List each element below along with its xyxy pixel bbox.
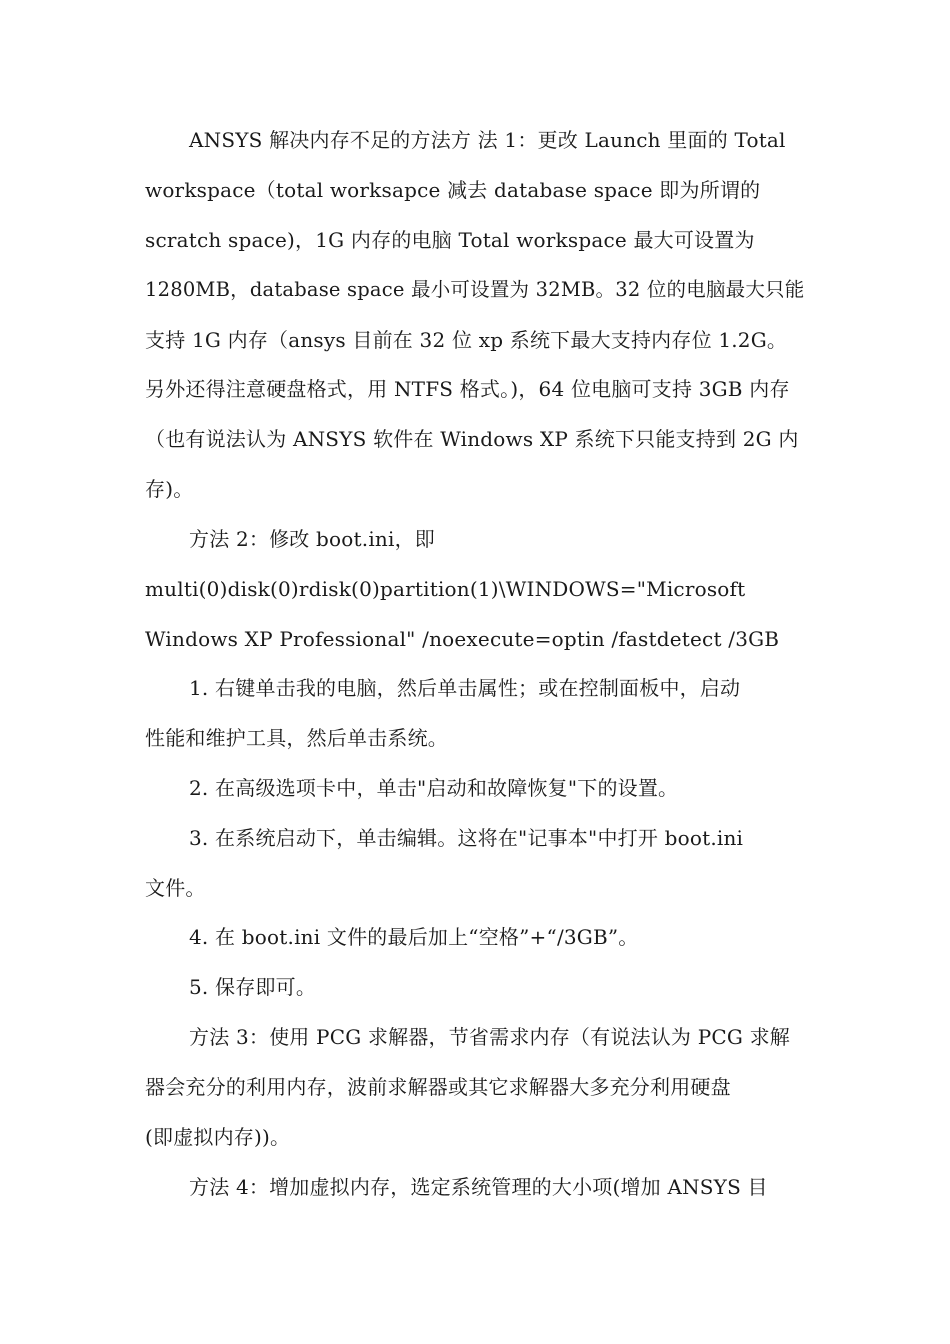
text-line: 3. 在系统启动下，单击编辑。这将在"记事本"中打开 boot.ini xyxy=(189,826,744,850)
text-line: 器会充分的利用内存，波前求解器或其它求解器大多充分利用硬盘 xyxy=(145,1075,731,1099)
text-line: 文件。 xyxy=(145,876,206,900)
text-line: 性能和维护工具，然后单击系统。 xyxy=(145,726,448,750)
text-line: 存)。 xyxy=(145,477,194,501)
text-line: scratch space)，1G 内存的电脑 Total workspace 最大可设置为 xyxy=(145,228,755,252)
text-line: 2. 在高级选项卡中，单击"启动和故障恢复"下的设置。 xyxy=(189,776,679,800)
text-line: Windows XP Professional" /noexecute=optin /fastdetect /3GB xyxy=(145,627,780,651)
text-line: 5. 保存即可。 xyxy=(189,975,317,999)
text-line: (即虚拟内存))。 xyxy=(145,1125,291,1149)
text-line: 支持 1G 内存（ansys 目前在 32 位 xp 系统下最大支持内存位 1.2G。 xyxy=(145,328,788,352)
text-line: 方法 4：增加虚拟内存，选定系统管理的大小项(增加 ANSYS 目 xyxy=(189,1175,768,1199)
text-line: 方法 2：修改 boot.ini，即 xyxy=(189,527,435,551)
text-line: 4. 在 boot.ini 文件的最后加上“空格”+“/3GB”。 xyxy=(189,925,639,949)
text-line: workspace（total worksapce 减去 database space 即为所谓的 xyxy=(145,178,761,202)
text-line: ANSYS 解决内存不足的方法方 法 1：更改 Launch 里面的 Total xyxy=(189,128,786,152)
text-line: 1. 右键单击我的电脑，然后单击属性；或在控制面板中，启动 xyxy=(189,676,741,700)
text-line: 1280MB，database space 最小可设置为 32MB。32 位的电脑最大只能 xyxy=(145,278,805,301)
text-line: 方法 3：使用 PCG 求解器，节省需求内存（有说法认为 PCG 求解 xyxy=(189,1025,790,1049)
text-line: 另外还得注意硬盘格式，用 NTFS 格式。)，64 位电脑可支持 3GB 内存 xyxy=(145,377,790,401)
text-line: （也有说法认为 ANSYS 软件在 Windows XP 系统下只能支持到 2G 内 xyxy=(145,427,799,451)
text-line: multi(0)disk(0)rdisk(0)partition(1)\WINDOWS="Microsoft xyxy=(145,577,746,601)
